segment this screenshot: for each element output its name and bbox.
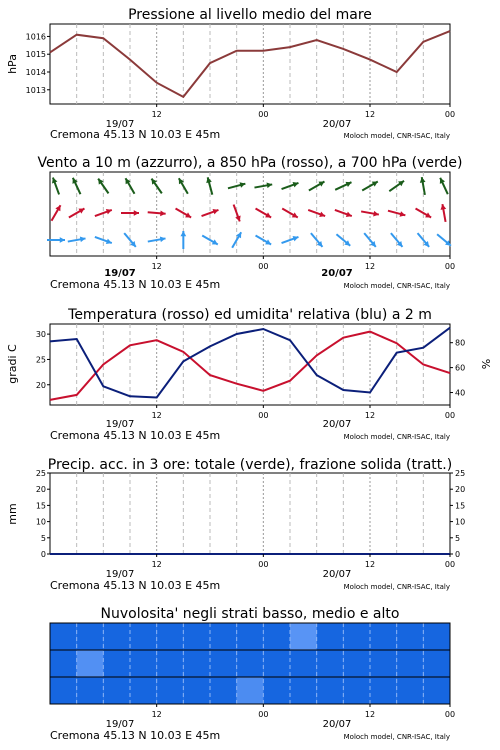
- x-tick-label-0: 12: [151, 262, 162, 271]
- y-tick-label-0: 0: [40, 550, 46, 559]
- cloud-date-2: 20/07: [322, 719, 352, 730]
- cloud-cell-base-2-9: [290, 677, 317, 704]
- cloud-cell-base-0-5: [183, 623, 210, 650]
- x-tick-label-1: 00: [258, 560, 269, 569]
- cloud-cell-base-0-11: [343, 623, 370, 650]
- cloud-cell-base-1-0: [50, 650, 77, 677]
- precipitation-date-1: 19/07: [105, 569, 135, 580]
- y-tick-label-2: 30: [35, 330, 46, 340]
- cloud-cell-base-1-6: [210, 650, 237, 677]
- temperature-y-label: gradi C: [6, 344, 19, 384]
- x-tick-label-2: 12: [364, 710, 376, 719]
- x-tick-label-1: 00: [258, 710, 269, 719]
- x-tick-label-3: 00: [444, 262, 456, 271]
- cloud-cell-base-0-6: [210, 623, 237, 650]
- precipitation-y-ticks: [36, 469, 50, 559]
- y-tick-label-0: 20: [35, 380, 46, 390]
- x-tick-label-1: 00: [258, 262, 269, 271]
- y-tick-label-right-3: 15: [455, 501, 466, 511]
- cloud-cell-base-2-5: [183, 677, 210, 704]
- pressure-credit: Moloch model, CNR-ISAC, Italy: [343, 132, 450, 140]
- cloud-x-ticks: [152, 704, 456, 719]
- cloud-cell-0-9: [290, 623, 317, 650]
- y-tick-label-right-4: 20: [455, 485, 466, 495]
- pressure-date-2: 20/07: [322, 119, 352, 130]
- x-tick-label-2: 12: [364, 560, 376, 569]
- precipitation-date-2: 20/07: [322, 569, 352, 580]
- temperature-date-2: 20/07: [322, 419, 352, 430]
- cloud-credit: Moloch model, CNR-ISAC, Italy: [343, 733, 450, 741]
- x-tick-label-0: 12: [151, 411, 162, 420]
- precipitation-y-label: mm: [6, 503, 19, 525]
- y-tick-label-right-2: 10: [455, 517, 466, 527]
- cloud-cell-base-2-12: [370, 677, 397, 704]
- cloud-cell-base-0-0: [50, 623, 77, 650]
- pressure-date-1: 19/07: [105, 119, 135, 130]
- x-tick-label-0: 12: [151, 560, 162, 569]
- pressure-y-ticks: [26, 32, 50, 94]
- pressure-panel: [6, 7, 455, 141]
- cloud-cell-base-2-2: [103, 677, 130, 704]
- cloud-panel: [50, 606, 455, 742]
- x-tick-label-2: 12: [364, 262, 376, 271]
- cloud-cell-base-1-9: [290, 650, 317, 677]
- temperature-x-ticks: [152, 405, 456, 420]
- precipitation-panel: [6, 457, 465, 592]
- precipitation-y-ticks-right: [450, 469, 465, 559]
- pressure-location: Cremona 45.13 N 10.03 E 45m: [50, 128, 221, 141]
- cloud-cell-base-1-3: [130, 650, 157, 677]
- x-tick-label-3: 00: [444, 710, 456, 719]
- y-tick-label-4: 20: [35, 485, 46, 495]
- cloud-cell-base-1-7: [237, 650, 264, 677]
- y-tick-label-right-2: 80: [455, 338, 466, 348]
- temperature-title: Temperatura (rosso) ed umidita' relativa (blu) a 2 m: [68, 307, 432, 323]
- cloud-cell-base-0-7: [237, 623, 264, 650]
- precipitation-plot-frame: [50, 473, 450, 554]
- precipitation-location: Cremona 45.13 N 10.03 E 45m: [50, 579, 221, 592]
- x-tick-label-3: 00: [444, 560, 456, 569]
- cloud-cell-base-0-8: [263, 623, 290, 650]
- cloud-cell-base-0-13: [397, 623, 424, 650]
- y-tick-label-right-1: 60: [455, 363, 466, 373]
- y-tick-label-3: 1016: [25, 32, 46, 42]
- cloud-cell-base-2-11: [343, 677, 370, 704]
- x-tick-label-2: 12: [364, 411, 376, 420]
- cloud-cell-base-2-3: [130, 677, 157, 704]
- cloud-cell-base-0-2: [103, 623, 130, 650]
- temperature-plot-frame: [50, 324, 450, 405]
- pressure-x-ticks: [152, 104, 456, 119]
- y-tick-label-right-5: 25: [455, 469, 466, 478]
- temperature-location: Cremona 45.13 N 10.03 E 45m: [50, 429, 221, 442]
- cloud-cell-2-7: [237, 677, 264, 704]
- x-tick-label-2: 12: [364, 110, 376, 119]
- wind-panel: [37, 155, 462, 291]
- y-tick-label-2: 10: [35, 517, 46, 527]
- pressure-plot-frame: [50, 24, 450, 104]
- x-tick-label-1: 00: [258, 411, 269, 420]
- cloud-cell-base-1-5: [183, 650, 210, 677]
- cloud-cell-base-0-4: [157, 623, 184, 650]
- cloud-cell-base-1-14: [423, 650, 450, 677]
- cloud-cell-base-1-11: [343, 650, 370, 677]
- precipitation-title: Precip. acc. in 3 ore: totale (verde), frazione solida (tratt.): [47, 457, 453, 473]
- x-tick-label-0: 12: [151, 710, 162, 719]
- y-tick-label-right-0: 40: [455, 388, 466, 398]
- y-tick-label-1: 25: [35, 355, 46, 365]
- x-tick-label-1: 00: [258, 110, 269, 119]
- wind-x-ticks: [152, 256, 456, 271]
- x-tick-label-0: 12: [151, 110, 162, 119]
- wind-date-1: 19/07: [104, 268, 136, 279]
- y-tick-label-0: 1013: [25, 85, 46, 95]
- cloud-cell-base-1-4: [157, 650, 184, 677]
- cloud-cell-base-0-14: [423, 623, 450, 650]
- cloud-cell-base-2-14: [423, 677, 450, 704]
- cloud-cell-base-1-10: [317, 650, 344, 677]
- cloud-cell-base-0-3: [130, 623, 157, 650]
- wind-title: Vento a 10 m (azzurro), a 850 hPa (rosso), a 700 hPa (verde): [37, 155, 463, 171]
- cloud-cell-base-2-10: [317, 677, 344, 704]
- x-tick-label-3: 00: [444, 411, 456, 420]
- cloud-cell-base-2-0: [50, 677, 77, 704]
- cloud-cell-base-0-1: [77, 623, 104, 650]
- cloud-cell-1-1: [77, 650, 104, 677]
- cloud-cell-base-2-8: [263, 677, 290, 704]
- temperature-panel: [6, 307, 493, 442]
- precipitation-x-ticks: [152, 554, 456, 569]
- cloud-cell-base-1-13: [397, 650, 424, 677]
- y-tick-label-5: 25: [35, 469, 46, 478]
- cloud-cell-base-1-2: [103, 650, 130, 677]
- cloud-cell-base-2-4: [157, 677, 184, 704]
- cloud-title: Nuvolosita' negli strati basso, medio e alto: [100, 606, 400, 622]
- cloud-cell-base-2-13: [397, 677, 424, 704]
- wind-date-2: 20/07: [321, 268, 353, 279]
- humidity-y-ticks: [450, 339, 465, 398]
- temperature-date-1: 19/07: [105, 419, 135, 430]
- cloud-cell-base-1-8: [263, 650, 290, 677]
- cloud-location: Cremona 45.13 N 10.03 E 45m: [50, 729, 221, 742]
- y-tick-label-3: 15: [35, 501, 46, 511]
- x-tick-label-3: 00: [444, 110, 456, 119]
- wind-location: Cremona 45.13 N 10.03 E 45m: [50, 278, 221, 291]
- pressure-title: Pressione al livello medio del mare: [128, 7, 372, 23]
- cloud-cell-base-2-6: [210, 677, 237, 704]
- precipitation-credit: Moloch model, CNR-ISAC, Italy: [343, 583, 450, 591]
- cloud-cell-base-2-1: [77, 677, 104, 704]
- wind-credit: Moloch model, CNR-ISAC, Italy: [343, 282, 450, 290]
- cloud-date-1: 19/07: [105, 719, 135, 730]
- temperature-credit: Moloch model, CNR-ISAC, Italy: [343, 433, 450, 441]
- humidity-y-label: %: [480, 358, 493, 370]
- y-tick-label-1: 5: [40, 533, 46, 543]
- cloud-cells: [50, 623, 450, 704]
- y-tick-label-2: 1015: [25, 50, 46, 60]
- y-tick-label-right-0: 0: [455, 550, 461, 559]
- y-tick-label-right-1: 5: [455, 533, 461, 543]
- pressure-y-label: hPa: [6, 54, 19, 74]
- cloud-cell-base-0-10: [317, 623, 344, 650]
- temperature-y-ticks: [36, 330, 50, 390]
- cloud-cell-base-1-12: [370, 650, 397, 677]
- cloud-cell-base-0-12: [370, 623, 397, 650]
- y-tick-label-1: 1014: [25, 68, 46, 77]
